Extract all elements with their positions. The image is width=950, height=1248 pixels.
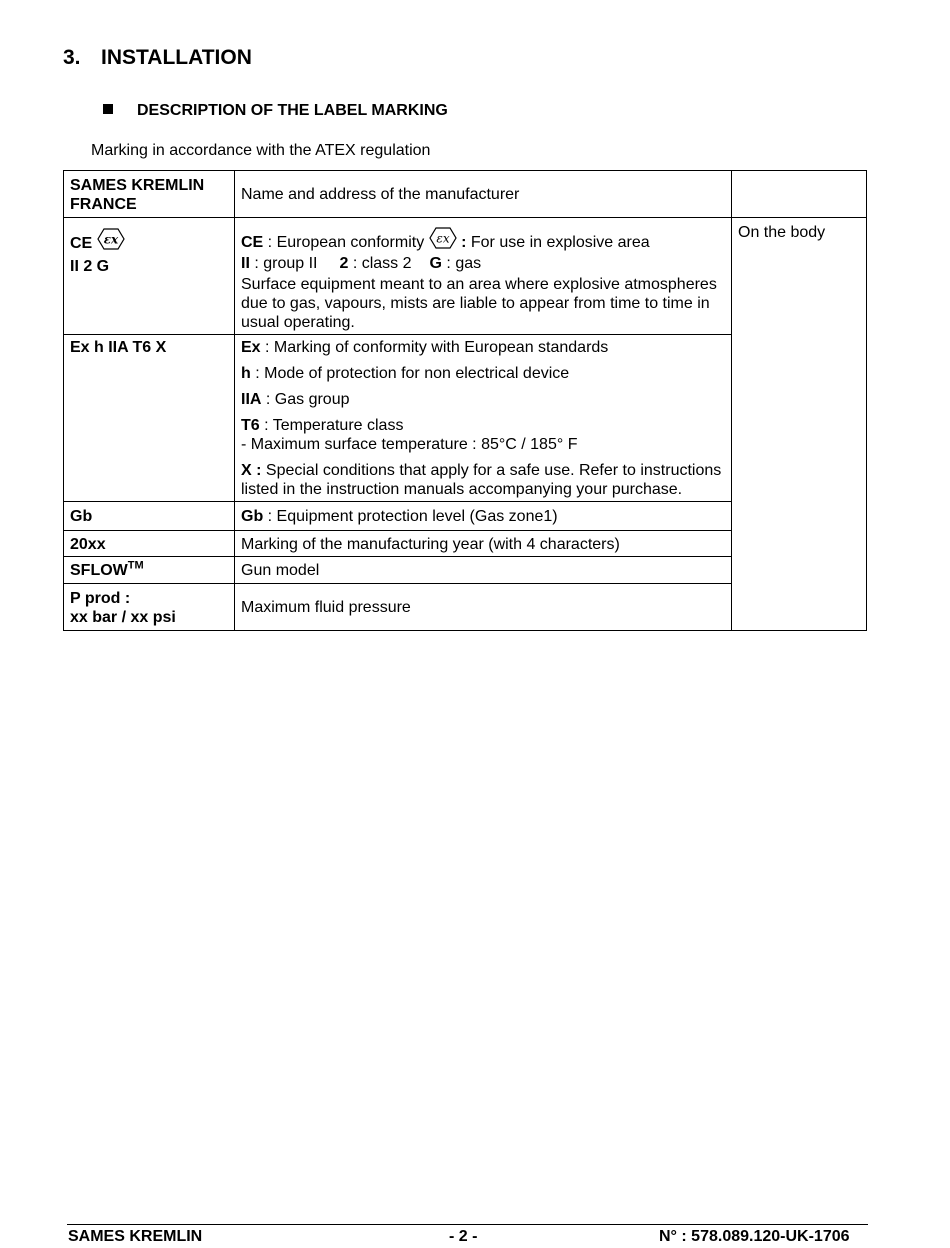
group-description <box>241 254 725 273</box>
t6-term: T6 <box>241 417 260 434</box>
ce-mark: CE <box>70 235 93 252</box>
description-cell: Gun model <box>235 557 732 584</box>
description-cell: Name and address of the manufacturer <box>235 171 732 218</box>
square-bullet-icon <box>103 104 113 114</box>
h-description <box>241 364 725 383</box>
table-row <box>64 171 867 218</box>
marking-cell: 20xx <box>64 531 235 557</box>
svg-text:εx: εx <box>103 232 118 247</box>
subsection-heading <box>103 102 448 120</box>
ce-text: : European conformity <box>263 234 429 251</box>
group-text: : group II <box>249 255 318 272</box>
footer-divider <box>67 1224 868 1225</box>
h-text: : Mode of protection for non electrical device <box>250 365 570 382</box>
gb-term: Gb <box>241 508 264 525</box>
marking-cell <box>64 218 235 335</box>
ex-term: : <box>461 234 467 251</box>
manufacturer-mark-line: SAMES KREMLIN <box>70 176 205 194</box>
trademark-sup: TM <box>127 559 144 572</box>
group-mark: II 2 G <box>70 258 110 275</box>
t6-detail: - Maximum surface temperature : 85°C / 185° F <box>241 436 578 453</box>
description-cell <box>235 218 732 335</box>
marking-cell <box>64 584 235 631</box>
h-term: h <box>241 365 251 382</box>
description-cell <box>235 335 732 502</box>
ex-description <box>241 338 725 357</box>
ex-hexagon-icon <box>97 228 125 250</box>
section-title: INSTALLATION <box>101 46 252 69</box>
iia-description <box>241 390 725 409</box>
subsection-title: DESCRIPTION OF THE LABEL MARKING <box>137 102 448 119</box>
table-row <box>64 218 867 335</box>
label-marking-table <box>63 170 867 631</box>
ex-term: Ex <box>241 339 261 356</box>
description-cell: Maximum fluid pressure <box>235 584 732 631</box>
surface-description: Surface equipment meant to an area where explosive atmospheres due to gas, vapours, mists are liable to appear from time to time in usual operating. <box>241 276 717 331</box>
t6-description <box>241 416 725 454</box>
class-text: : class 2 <box>348 255 412 272</box>
description-cell <box>235 502 732 531</box>
pressure-mark-line: P prod : <box>70 589 131 607</box>
location-cell-empty <box>732 171 867 218</box>
model-mark: SFLOW <box>70 562 128 579</box>
group-term: II <box>241 255 250 272</box>
ex-text: For use in explosive area <box>466 234 650 251</box>
footer-doc-number: N° : 578.089.120-UK-1706 <box>659 1228 850 1245</box>
section-number: 3. <box>63 46 81 69</box>
ce-mark-line <box>70 228 228 253</box>
ce-term: CE <box>241 234 264 251</box>
ex-text: : Marking of conformity with European standards <box>260 339 609 356</box>
intro-text: Marking in accordance with the ATEX regulation <box>91 142 431 159</box>
pressure-mark-line: xx bar / xx psi <box>70 608 176 626</box>
x-description <box>241 461 725 499</box>
t6-text: : Temperature class <box>259 417 404 434</box>
description-cell: Marking of the manufacturing year (with 4 characters) <box>235 531 732 557</box>
marking-cell <box>64 171 235 218</box>
ce-description <box>241 227 725 252</box>
iia-text: : Gas group <box>261 391 350 408</box>
gb-text: : Equipment protection level (Gas zone1) <box>263 508 558 525</box>
svg-text:εx: εx <box>436 231 450 246</box>
class-term: 2 <box>339 255 349 272</box>
x-term: X : <box>241 462 262 479</box>
gas-term: G <box>429 255 442 272</box>
marking-cell: Ex h IIA T6 X <box>64 335 235 502</box>
marking-cell: Gb <box>64 502 235 531</box>
footer-page-number: - 2 - <box>449 1228 478 1245</box>
x-text: Special conditions that apply for a safe use. Refer to instructions listed in the instruction manuals accompanying your purchase. <box>241 462 722 498</box>
location-cell: On the body <box>732 218 867 631</box>
gas-text: : gas <box>441 255 482 272</box>
iia-term: IIA <box>241 391 262 408</box>
manufacturer-mark-line: FRANCE <box>70 195 137 213</box>
ex-hexagon-icon <box>429 227 457 249</box>
footer-company: SAMES KREMLIN <box>68 1228 203 1245</box>
marking-cell <box>64 557 235 584</box>
section-heading <box>63 46 252 70</box>
